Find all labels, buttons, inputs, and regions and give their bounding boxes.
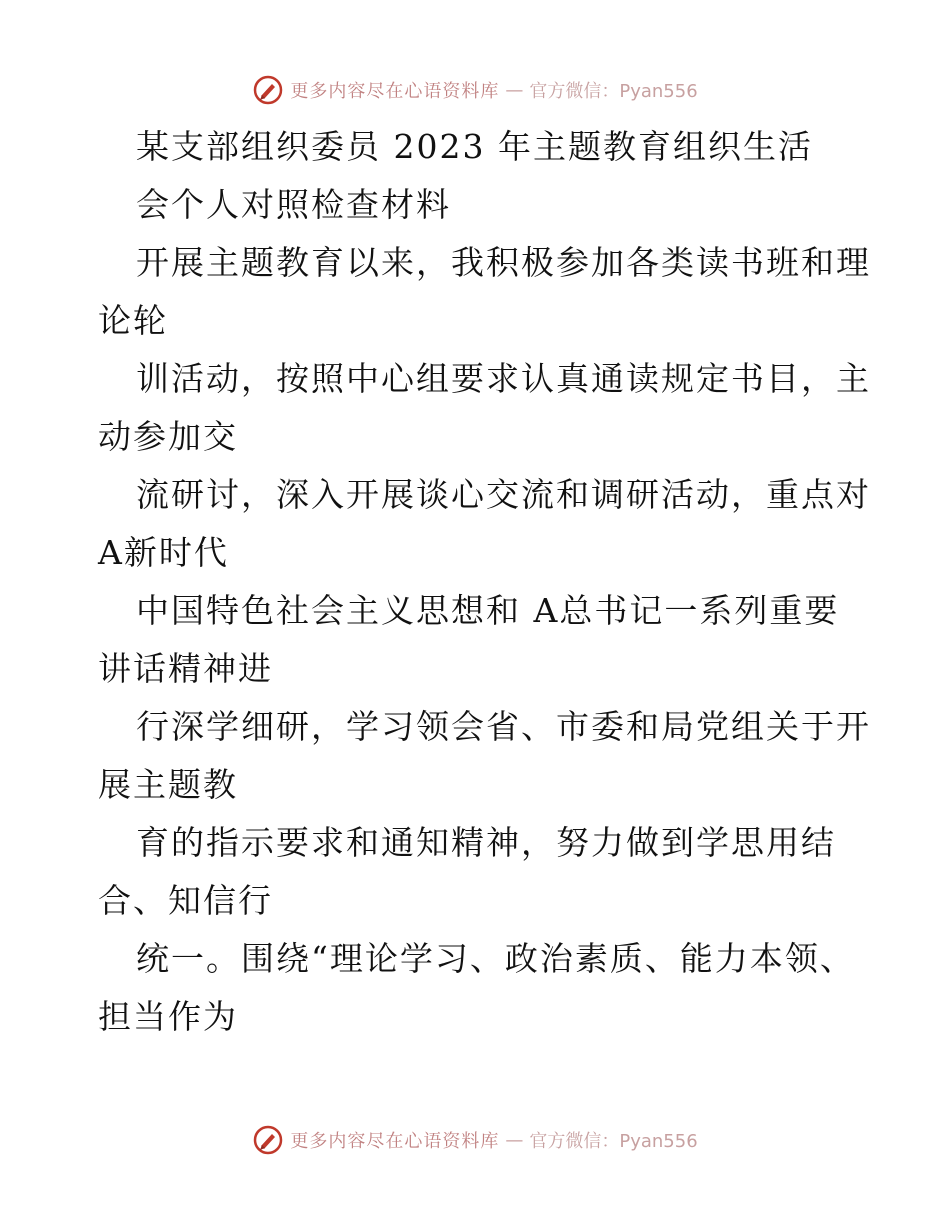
watermark-separator: — — [505, 1129, 524, 1151]
paragraph-line: 担当作为 — [98, 997, 238, 1036]
paragraph-line: 论轮 — [98, 301, 168, 340]
watermark-text: 更多内容尽在心语资料库 — [290, 1131, 500, 1152]
paragraph-line: 统一。围绕“理论学习、政治素质、能力本领、 — [136, 939, 855, 978]
document-body — [98, 118, 871, 1046]
watermark-separator: — — [505, 79, 524, 101]
paragraph-line: 讲话精神进 — [98, 649, 273, 688]
paragraph-line: 流研讨，深入开展谈心交流和调研活动，重点对 — [136, 475, 871, 514]
document-title-line-2: 会个人对照检查材料 — [136, 185, 451, 224]
paragraph-line: 开展主题教育以来，我积极参加各类读书班和理 — [136, 243, 871, 282]
paragraph-line: 中国特色社会主义思想和 A总书记一系列重要 — [136, 591, 840, 630]
paragraph-line: 动参加交 — [98, 417, 238, 456]
paragraph-line: 训活动，按照中心组要求认真通读规定书目，主 — [136, 359, 871, 398]
watermark-contact: 官方微信：Pyan556 — [529, 81, 698, 102]
watermark-footer — [0, 1120, 950, 1160]
watermark-header — [0, 70, 950, 110]
pen-logo-icon — [252, 74, 284, 106]
paragraph-line: 行深学细研，学习领会省、市委和局党组关于开 — [136, 707, 871, 746]
pen-logo-icon — [252, 1124, 284, 1156]
watermark-text: 更多内容尽在心语资料库 — [290, 81, 500, 102]
paragraph-line: 合、知信行 — [98, 881, 273, 920]
paragraph-line: A新时代 — [98, 533, 229, 572]
paragraph-line: 育的指示要求和通知精神，努力做到学思用结 — [136, 823, 836, 862]
watermark-contact: 官方微信：Pyan556 — [529, 1131, 698, 1152]
document-title-line-1: 某支部组织委员 2023 年主题教育组织生活 — [136, 127, 813, 166]
paragraph-line: 展主题教 — [98, 765, 238, 804]
